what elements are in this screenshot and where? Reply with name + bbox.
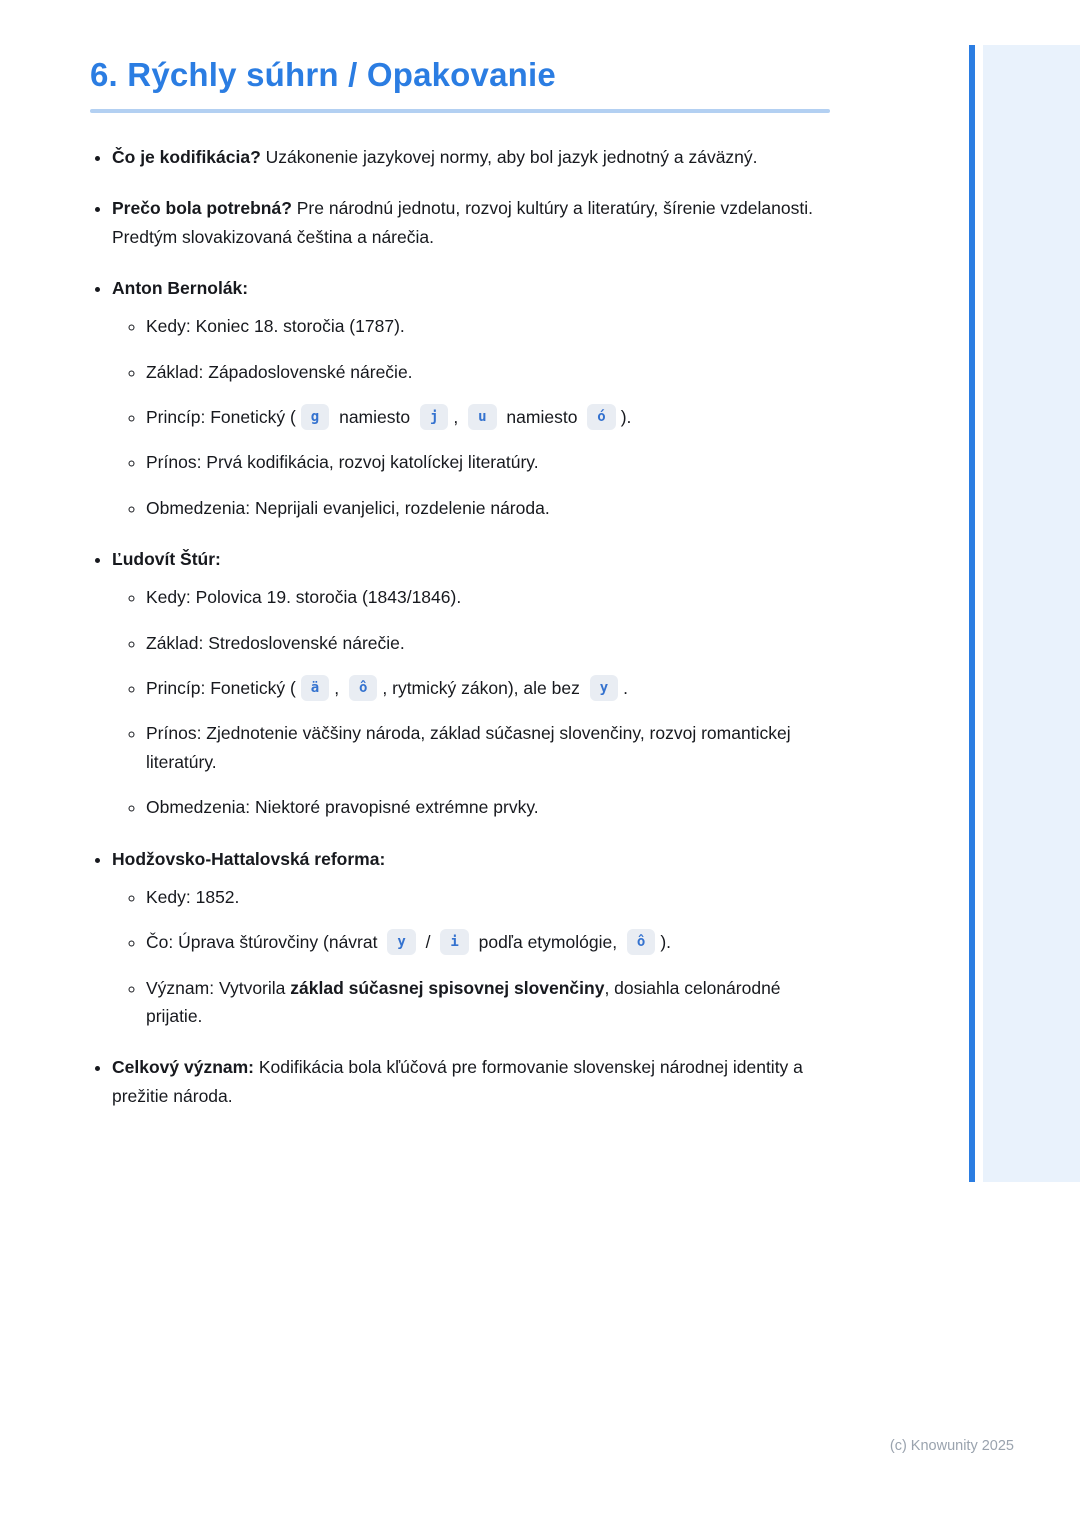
text-segment: Uzákonenie jazykovej normy, aby bol jazyk jednotný a záväzný. <box>260 147 758 167</box>
inline-code-tag: u <box>468 404 496 430</box>
inline-code-tag: y <box>590 675 618 701</box>
inline-code-tag: ä <box>301 675 329 701</box>
list-item <box>112 194 832 251</box>
bold-text: základ súčasnej spisovnej slovenčiny <box>290 977 605 998</box>
sub-list-item <box>146 883 832 911</box>
text-segment: ). <box>660 932 672 953</box>
inline-code-tag: i <box>440 929 468 955</box>
right-accent-panel <box>983 45 1080 1182</box>
text-segment: Kedy: Koniec 18. storočia (1787). <box>146 316 405 337</box>
inline-code-tag: ó <box>587 404 615 430</box>
text-segment: Význam: Vytvorila <box>146 977 291 998</box>
sub-list-item <box>146 793 832 821</box>
bold-text: Anton Bernolák: <box>112 278 249 299</box>
text-segment: Základ: Západoslovenské nárečie. <box>146 361 413 382</box>
sub-list-item <box>146 674 832 702</box>
footer-copyright: (c) Knowunity 2025 <box>889 1438 1014 1454</box>
text-segment: . <box>623 678 628 699</box>
text-segment: Obmedzenia: Neprijali evanjelici, rozdelenie národa. <box>146 497 550 518</box>
text-segment: Základ: Stredoslovenské nárečie. <box>146 632 405 653</box>
bold-text: Ľudovít Štúr: <box>112 549 221 570</box>
sub-list <box>112 583 832 821</box>
inline-code-tag: ô <box>349 675 377 701</box>
sub-list-item <box>146 312 832 340</box>
text-segment: / <box>420 932 436 953</box>
inline-code-tag: ô <box>627 929 655 955</box>
page-title: 6. Rýchly súhrn / Opakovanie <box>90 56 556 93</box>
text-segment: Princíp: Fonetický ( <box>146 407 296 428</box>
text-segment: , dosiahla celonárodné prijatie. <box>146 977 781 1026</box>
inline-code-tag: y <box>387 929 415 955</box>
list-item <box>112 545 832 821</box>
sub-list-item <box>146 719 832 776</box>
text-segment: Kedy: 1852. <box>146 886 240 907</box>
sub-list-item <box>146 358 832 386</box>
text-segment: podľa etymológie, <box>473 932 622 953</box>
list-item <box>112 845 832 1031</box>
text-segment: Prínos: Zjednotenie väčšiny národa, základ súčasnej slovenčiny, rozvoj romantickej literatúry. <box>146 723 791 772</box>
sub-list-item <box>146 448 832 476</box>
list-item <box>112 143 832 171</box>
text-segment: , rytmický zákon), ale bez <box>382 678 585 699</box>
text-segment: ). <box>620 407 632 428</box>
text-segment: , <box>334 678 344 699</box>
sub-list-item <box>146 629 832 657</box>
sub-list-item <box>146 928 832 956</box>
text-segment: Princíp: Fonetický ( <box>146 678 296 699</box>
text-segment: Čo: Úprava štúrovčiny (návrat <box>146 932 383 953</box>
text-segment: namiesto <box>501 407 583 428</box>
text-segment: Kedy: Polovica 19. storočia (1843/1846). <box>146 587 462 608</box>
text-segment: Prínos: Prvá kodifikácia, rozvoj katolíckej literatúry. <box>146 452 539 473</box>
text-segment: , <box>453 407 464 428</box>
inline-code-tag: j <box>420 404 448 430</box>
text-segment: Kodifikácia bola kľúčová pre formovanie slovenskej národnej identity a prežitie národa. <box>112 1057 803 1106</box>
list-item <box>112 1053 832 1110</box>
inline-code-tag: g <box>301 404 329 430</box>
bold-text: Celkový význam: <box>112 1057 255 1078</box>
bold-text: Čo je kodifikácia? <box>112 147 261 167</box>
sub-list <box>112 312 832 522</box>
list-item <box>112 274 832 522</box>
sub-list-item <box>146 403 832 431</box>
right-accent-line <box>969 45 975 1182</box>
text-segment: namiesto <box>334 407 415 428</box>
bold-text: Hodžovsko-Hattalovská reforma: <box>112 848 386 869</box>
bold-text: Prečo bola potrebná? <box>112 198 292 219</box>
summary-list <box>90 143 832 1110</box>
sub-list-item <box>146 494 832 522</box>
sub-list-item <box>146 974 832 1031</box>
sub-list-item <box>146 583 832 611</box>
title-underline <box>90 109 830 113</box>
text-segment: Pre národnú jednotu, rozvoj kultúry a literatúry, šírenie vzdelanosti. Predtým slovakizovaná čeština a nárečia. <box>112 198 813 247</box>
text-segment: Obmedzenia: Niektoré pravopisné extrémne prvky. <box>146 797 539 818</box>
sub-list <box>112 883 832 1030</box>
